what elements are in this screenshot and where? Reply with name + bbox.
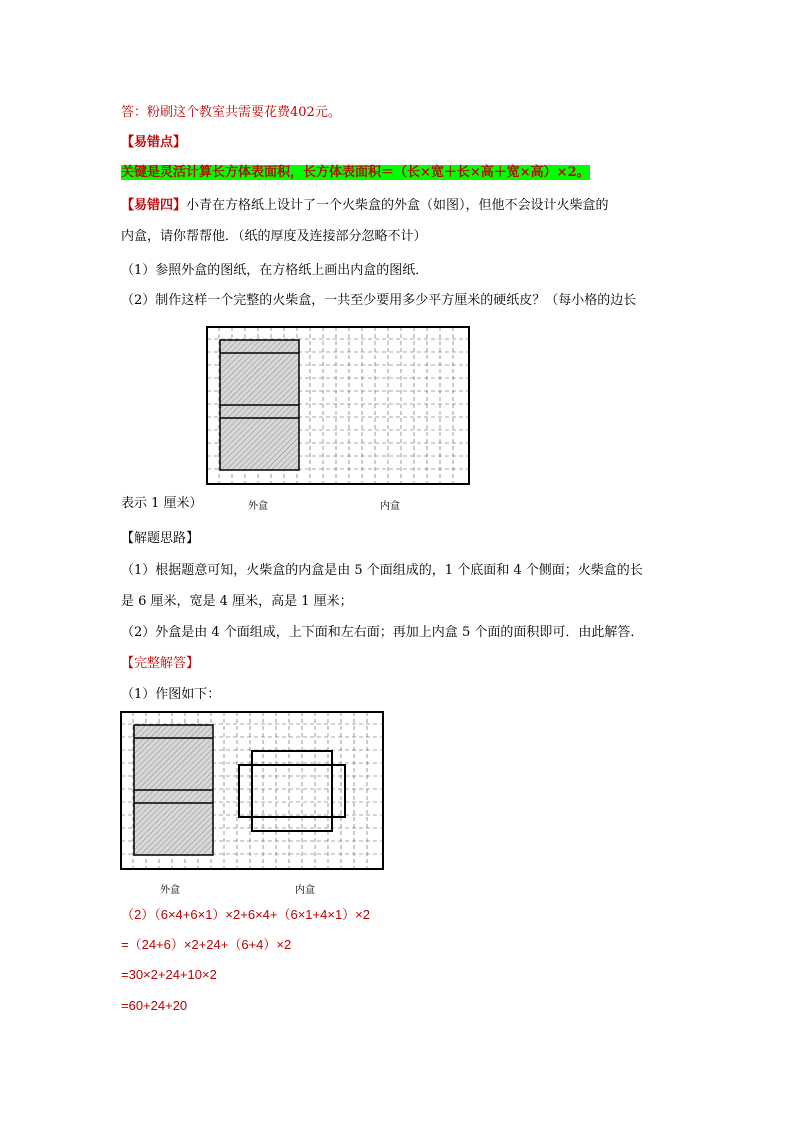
approach-p2: （2）外盒是由 4 个面组成，上下面和左右面；再加上内盒 5 个面的面积即可．由此解答． bbox=[121, 625, 644, 640]
solution-label: 【完整解答】 bbox=[121, 656, 200, 671]
figure-1-inner-label: 内盒 bbox=[380, 501, 400, 512]
calc-line-3: =30×2+24+10×2 bbox=[121, 967, 217, 982]
approach-label: 【解题思路】 bbox=[121, 531, 200, 546]
problem-tag: 【易错四】 bbox=[121, 198, 187, 213]
key-point-text: 关键是灵活计算长方体表面积，长方体表面积＝（长×宽＋长×高＋宽×高）×2。 bbox=[121, 165, 590, 180]
error-point-label: 【易错点】 bbox=[121, 135, 187, 150]
calc-line-1: （2）（6×4+6×1）×2+6×4+（6×1+4×1）×2 bbox=[121, 907, 370, 922]
key-point bbox=[121, 164, 590, 182]
calc-line-2: =（24+6）×2+24+（6+4）×2 bbox=[121, 937, 292, 952]
problem-text-1: 小青在方格纸上设计了一个火柴盒的外盒（如图），但他不会设计火柴盒的 bbox=[186, 198, 609, 213]
answer-line: 答：粉刷这个教室共需要花费402元。 bbox=[121, 105, 341, 120]
approach-p1a: （1）根据题意可知，火柴盒的内盒是由 5 个面组成的，1 个底面和 4 个侧面；火柴盒的长 bbox=[121, 563, 643, 578]
figure-2-outer-label: 外盒 bbox=[160, 885, 180, 896]
problem-line-2: 内盒，请你帮帮他．（纸的厚度及连接部分忽略不计） bbox=[121, 229, 427, 244]
approach-p1b: 是 6 厘米，宽是 4 厘米，高是 1 厘米； bbox=[121, 594, 353, 609]
figure-2-grid bbox=[120, 711, 385, 871]
calc-line-4: =60+24+20 bbox=[121, 998, 188, 1013]
figure-1-outer-label: 外盒 bbox=[248, 501, 268, 512]
question-2: （2）制作这样一个完整的火柴盒，一共至少要用多少平方厘米的硬纸皮？（每小格的边长 bbox=[121, 293, 637, 308]
figure-2-inner-label: 内盒 bbox=[295, 885, 315, 896]
solution-step-1: （1）作图如下： bbox=[121, 687, 221, 702]
question-2-tail: 表示 1 厘米） bbox=[121, 496, 203, 511]
figure-1-grid bbox=[206, 326, 471, 486]
problem-line-1 bbox=[121, 197, 609, 215]
question-1: （1）参照外盒的图纸，在方格纸上画出内盒的图纸． bbox=[121, 263, 429, 278]
